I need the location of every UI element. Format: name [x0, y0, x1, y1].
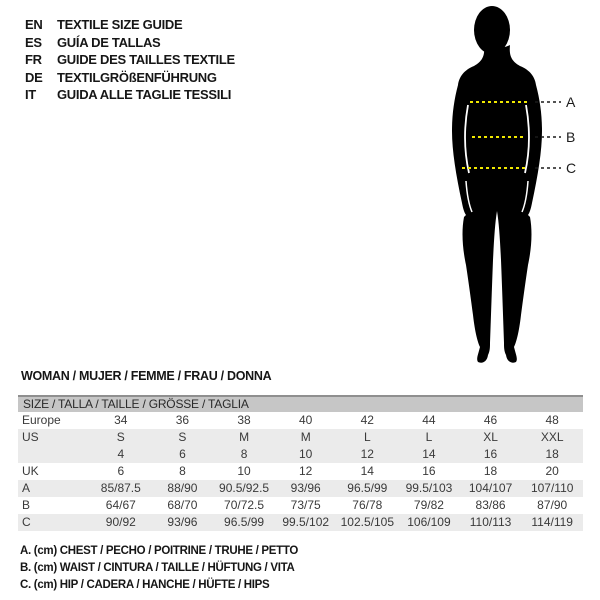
- size-table-header: SIZE / TALLA / TAILLE / GRÖSSE / TAGLIA: [18, 395, 583, 412]
- size-cell: 68/70: [167, 498, 198, 512]
- row-label: A: [22, 481, 31, 495]
- size-cell: 96.5/99: [224, 515, 265, 529]
- size-cell: 10: [237, 464, 251, 478]
- row-label: US: [22, 430, 39, 444]
- size-cell: 106/109: [407, 515, 451, 529]
- language-title: GUIDE DES TAILLES TEXTILE: [57, 52, 235, 67]
- row-label: C: [22, 515, 31, 529]
- size-table-row: [18, 514, 583, 531]
- size-cell: 48: [545, 413, 559, 427]
- size-cell: 70/72.5: [224, 498, 265, 512]
- size-cell: XL: [483, 430, 498, 444]
- size-cell: 38: [237, 413, 251, 427]
- size-cell: 14: [422, 447, 436, 461]
- size-cell: 79/82: [413, 498, 444, 512]
- size-cell: 36: [175, 413, 190, 427]
- size-cell: 73/75: [290, 498, 321, 512]
- marker-label-c: C: [566, 160, 577, 176]
- size-cell: 14: [360, 464, 374, 478]
- size-cell: 90/92: [105, 515, 136, 529]
- size-table-row: [18, 412, 583, 429]
- size-cell: 64/67: [105, 498, 136, 512]
- language-row: [25, 69, 235, 87]
- size-table-row: [18, 446, 583, 463]
- size-cell: 85/87.5: [100, 481, 141, 495]
- table-group-title: WOMAN / MUJER / FEMME / FRAU / DONNA: [21, 369, 272, 383]
- language-row: [25, 16, 235, 34]
- size-cell: 90.5/92.5: [219, 481, 270, 495]
- size-cell: 99.5/102: [282, 515, 330, 529]
- row-label: UK: [22, 464, 39, 478]
- size-cell: 18: [545, 447, 559, 461]
- size-cell: S: [178, 430, 187, 444]
- size-cell: 20: [545, 464, 559, 478]
- language-title: TEXTILGRÖßENFÜHRUNG: [57, 69, 217, 85]
- size-cell: 46: [483, 413, 498, 427]
- size-table-row: [18, 480, 583, 497]
- marker-label-b: B: [566, 129, 576, 145]
- size-table-row: [18, 463, 583, 480]
- language-title-list: [25, 16, 235, 104]
- row-label: Europe: [22, 413, 61, 427]
- silhouette-body: [452, 45, 542, 363]
- size-cell: 4: [117, 447, 125, 461]
- size-cell: 83/86: [475, 498, 506, 512]
- size-cell: 8: [179, 464, 186, 478]
- size-cell: 16: [483, 447, 498, 461]
- row-label: B: [22, 498, 31, 512]
- language-code: FR: [25, 52, 42, 67]
- size-cell: 102.5/105: [340, 515, 394, 529]
- size-cell: 107/110: [530, 481, 574, 495]
- size-cell: 104/107: [468, 481, 513, 495]
- size-cell: 93/96: [167, 515, 198, 529]
- size-cell: 10: [299, 447, 313, 461]
- language-row: [25, 51, 235, 69]
- size-cell: 110/113: [469, 515, 512, 529]
- size-cell: 8: [240, 447, 248, 461]
- size-cell: L: [363, 430, 371, 444]
- size-cell: 99.5/103: [405, 481, 453, 495]
- size-table-row: [18, 497, 583, 514]
- legend-line-waist: B. (cm) WAIST / CINTURA / TAILLE / HÜFTUNG / VITA: [20, 562, 295, 574]
- size-table: [18, 395, 583, 531]
- size-cell: XXL: [540, 430, 564, 444]
- row-label: [18, 446, 90, 463]
- size-cell: 76/78: [352, 498, 383, 512]
- legend-line-chest: A. (cm) CHEST / PECHO / POITRINE / TRUHE / PETTO: [20, 545, 299, 557]
- measurement-figure: [440, 5, 600, 370]
- language-row: [25, 86, 235, 104]
- language-code: IT: [25, 87, 36, 102]
- size-cell: S: [116, 430, 125, 444]
- size-cell: 88/90: [167, 481, 198, 495]
- language-title: GUIDA ALLE TAGLIE TESSILI: [57, 87, 232, 102]
- size-cell: 87/90: [537, 498, 568, 512]
- size-cell: M: [239, 430, 250, 444]
- language-code: DE: [25, 69, 43, 85]
- size-cell: 114/119: [531, 515, 573, 529]
- size-table-row: [18, 429, 583, 446]
- size-cell: 16: [422, 464, 436, 478]
- size-cell: 12: [360, 447, 374, 461]
- woman-silhouette: [440, 5, 600, 370]
- size-cell: 44: [422, 413, 436, 427]
- size-cell: 18: [483, 464, 498, 478]
- language-title: TEXTILE SIZE GUIDE: [57, 17, 183, 32]
- size-cell: 93/96: [290, 481, 321, 495]
- size-cell: M: [300, 430, 311, 444]
- language-code: EN: [25, 17, 43, 32]
- language-code: ES: [25, 34, 42, 50]
- measurement-legend: [20, 543, 298, 594]
- silhouette-head: [474, 6, 510, 54]
- size-cell: 6: [117, 464, 125, 478]
- size-cell: 6: [179, 447, 186, 461]
- marker-label-a: A: [566, 94, 576, 110]
- size-cell: 34: [114, 413, 128, 427]
- size-cell: 42: [360, 413, 374, 427]
- legend-line-hip: C. (cm) HIP / CADERA / HANCHE / HÜFTE / HIPS: [20, 579, 270, 591]
- size-cell: 40: [299, 413, 313, 427]
- size-cell: L: [425, 430, 433, 444]
- size-cell: 96.5/99: [347, 481, 388, 495]
- size-cell: 12: [299, 464, 313, 478]
- language-title: GUÍA DE TALLAS: [57, 34, 161, 50]
- language-row: [25, 34, 235, 52]
- size-table-body: [18, 412, 583, 531]
